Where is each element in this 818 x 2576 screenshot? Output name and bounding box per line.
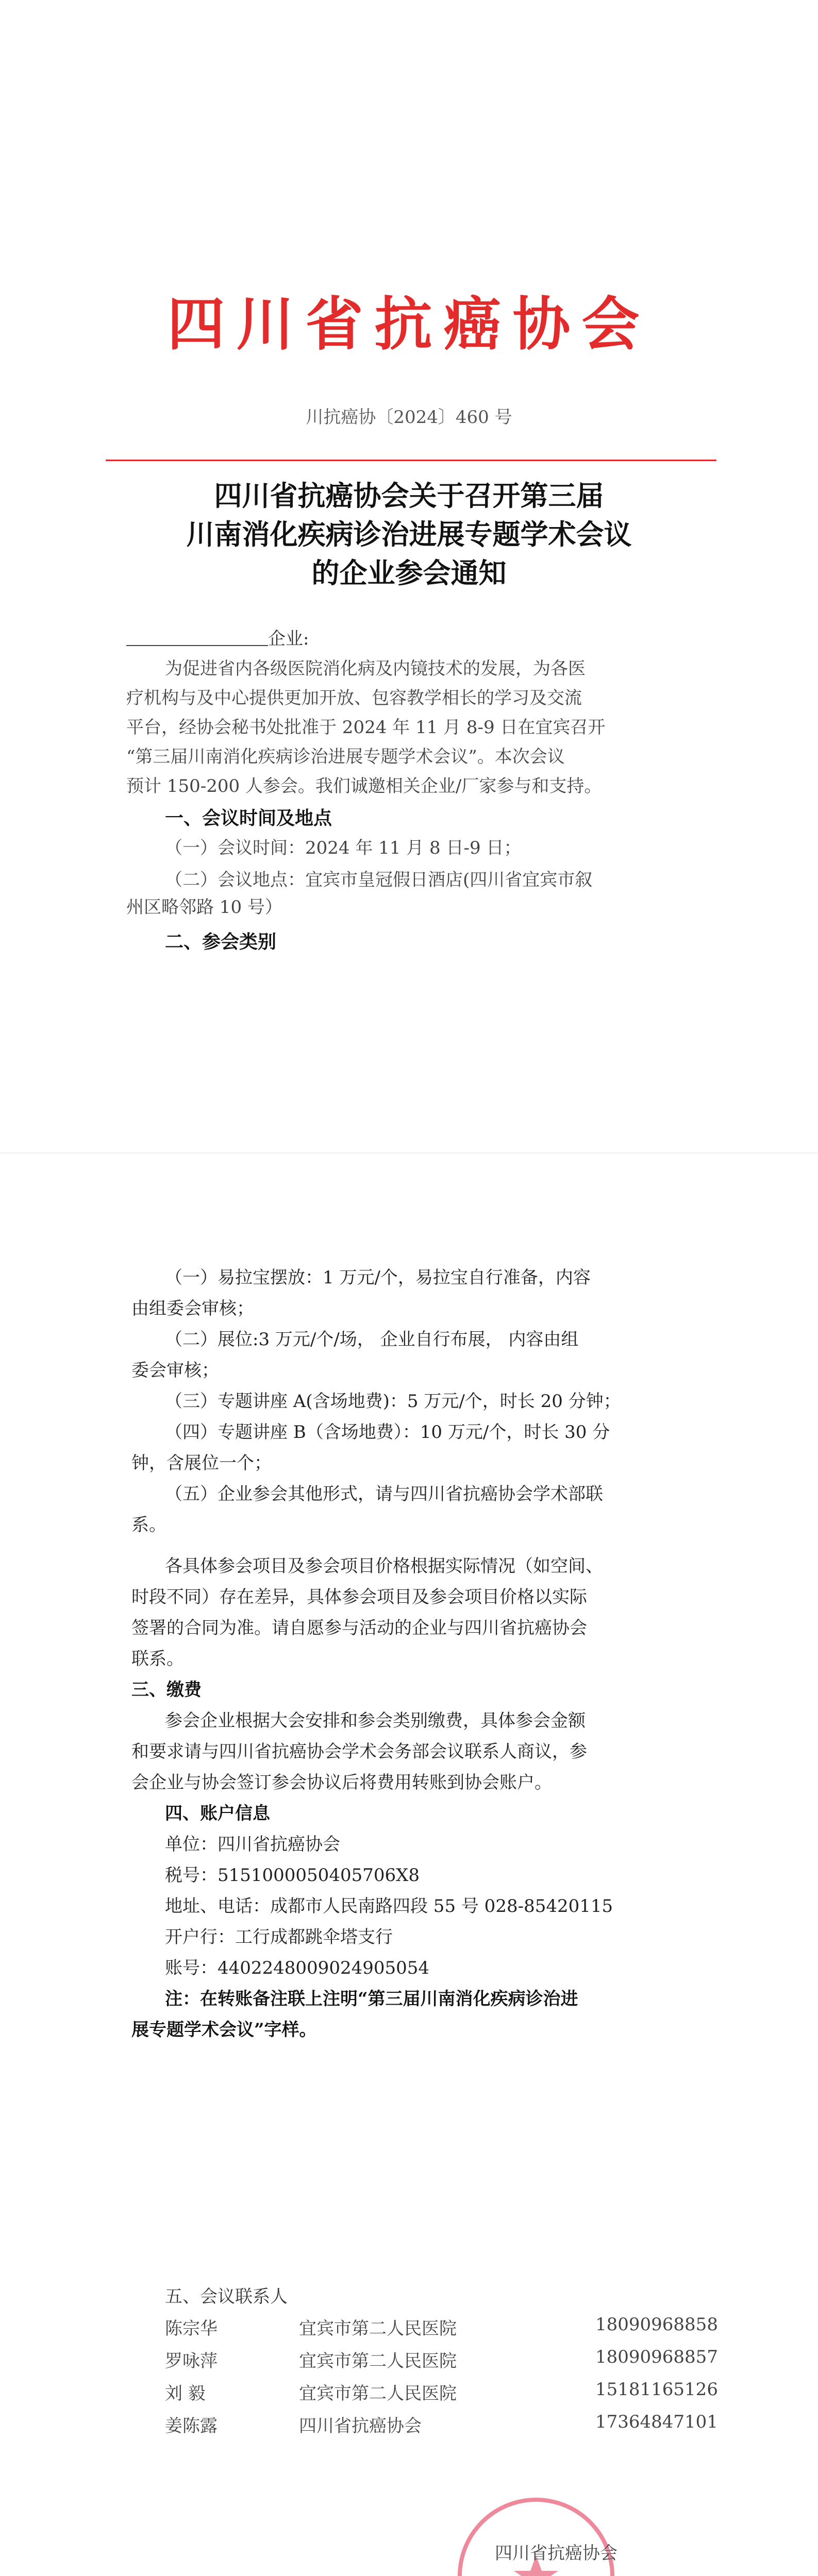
contact-name: 陈宗华 [165,2318,218,2339]
category-note-line-3: 签署的合同为准。请自愿参与活动的企业与四川省抗癌协会 [131,1618,587,1638]
notice-title-line-3: 的企业参会通知 [311,556,507,589]
org-title: 四川省抗癌协会 [167,291,651,358]
category-4-line-2: 钟，含展位一个； [131,1453,272,1473]
document-number: 川抗癌协〔2024〕460 号 [306,407,512,428]
contact-unit: 宜宾市第二人民医院 [299,2383,457,2404]
contact-unit: 宜宾市第二人民医院 [299,2351,457,2371]
salutation: 企业: [268,629,309,649]
contact-name: 刘 毅 [165,2383,206,2404]
intro-line-2: 疗机构与及中心提供更加开放、包容教学相长的学习及交流 [126,688,582,708]
account-bank: 开户行：工行成都跳伞塔支行 [165,1927,393,1947]
intro-line-1: 为促进省内各级医院消化病及内镜技术的发展，为各医 [165,658,586,679]
section-2-heading: 二、参会类别 [165,931,277,953]
intro-line-3: 平台，经协会秘书处批准于 2024 年 11 月 8-9 日在宜宾召开 [126,717,606,738]
category-2-line-1: （二）展位:3 万元/个/场， 企业自行布展， 内容由组 [165,1329,579,1350]
page-divider [0,1152,818,1155]
meeting-place-line-2: 州区略邻路 10 号） [126,897,282,918]
contact-phone: 18090968857 [595,2347,718,2367]
notice-title-line-2: 川南消化疾病诊治进展专题学术会议 [186,518,632,551]
payment-line-3: 会企业与协会签订参会协议后将费用转账到协会账户。 [131,1772,552,1793]
payment-line-1: 参会企业根据大会安排和参会类别缴费，具体参会金额 [165,1710,586,1731]
meeting-time: （一）会议时间：2024 年 11 月 8 日-9 日； [165,838,522,858]
category-5-line-1: （五）企业参会其他形式，请与四川省抗癌协会学术部联 [165,1484,603,1504]
category-2-line-2: 委会审核； [131,1360,219,1381]
contact-phone: 15181165126 [595,2379,718,2400]
intro-line-4: “第三届川南消化疾病诊治进展专题学术会议”。本次会议 [126,747,565,767]
category-4-line-1: （四）专题讲座 B（含场地费）：10 万元/个，时长 30 分 [165,1422,610,1443]
contact-name: 罗咏萍 [165,2351,218,2371]
red-header-rule [106,460,716,461]
meeting-place-line-1: （二）会议地点：宜宾市皇冠假日酒店(四川省宜宾市叙 [165,870,593,890]
category-1-line-1: （一）易拉宝摆放：1 万元/个，易拉宝自行准备，内容 [165,1267,591,1288]
notice-title-line-1: 四川省抗癌协会关于召开第三届 [214,479,604,512]
signature-org: 四川省抗癌协会 [495,2543,617,2564]
category-note-line-1: 各具体参会项目及参会项目价格根据实际情况（如空间、 [165,1556,603,1577]
contact-name: 姜陈露 [165,2416,218,2436]
intro-line-5: 预计 150-200 人参会。我们诚邀相关企业/厂家参与和支持。 [126,776,602,796]
category-note-line-4: 联系。 [131,1649,184,1669]
section-4-heading: 四、账户信息 [165,1803,270,1824]
section-1-heading: 一、会议时间及地点 [165,807,332,829]
transfer-note-line-2: 展专题学术会议”字样。 [131,2020,317,2040]
section-5-heading: 五、会议联系人 [165,2286,288,2307]
contact-unit: 四川省抗癌协会 [299,2416,422,2436]
category-note-line-2: 时段不同）存在差异，具体参会项目及参会项目价格以实际 [131,1587,587,1607]
category-3: （三）专题讲座 A(含场地费)：5 万元/个，时长 20 分钟； [165,1391,621,1412]
salutation-blank [126,645,268,646]
account-address: 地址、电话：成都市人民南路四段 55 号 028-85420115 [165,1896,613,1917]
payment-line-2: 和要求请与四川省抗癌协会学术会务部会议联系人商议，参 [131,1741,587,1762]
account-tax-number: 税号：5151000050405706X8 [165,1865,420,1886]
section-3-heading: 三、缴费 [131,1680,202,1700]
contact-phone: 18090968858 [595,2314,718,2335]
account-unit: 单位：四川省抗癌协会 [165,1834,340,1855]
category-1-line-2: 由组委会审核； [131,1298,254,1319]
contact-phone: 17364847101 [595,2412,718,2432]
category-5-line-2: 系。 [131,1515,166,1535]
transfer-note-line-1: 注：在转账备注联上注明“第三届川南消化疾病诊治进 [165,1989,578,2009]
contact-unit: 宜宾市第二人民医院 [299,2318,457,2339]
account-number: 账号：4402248009024905054 [165,1958,430,1978]
